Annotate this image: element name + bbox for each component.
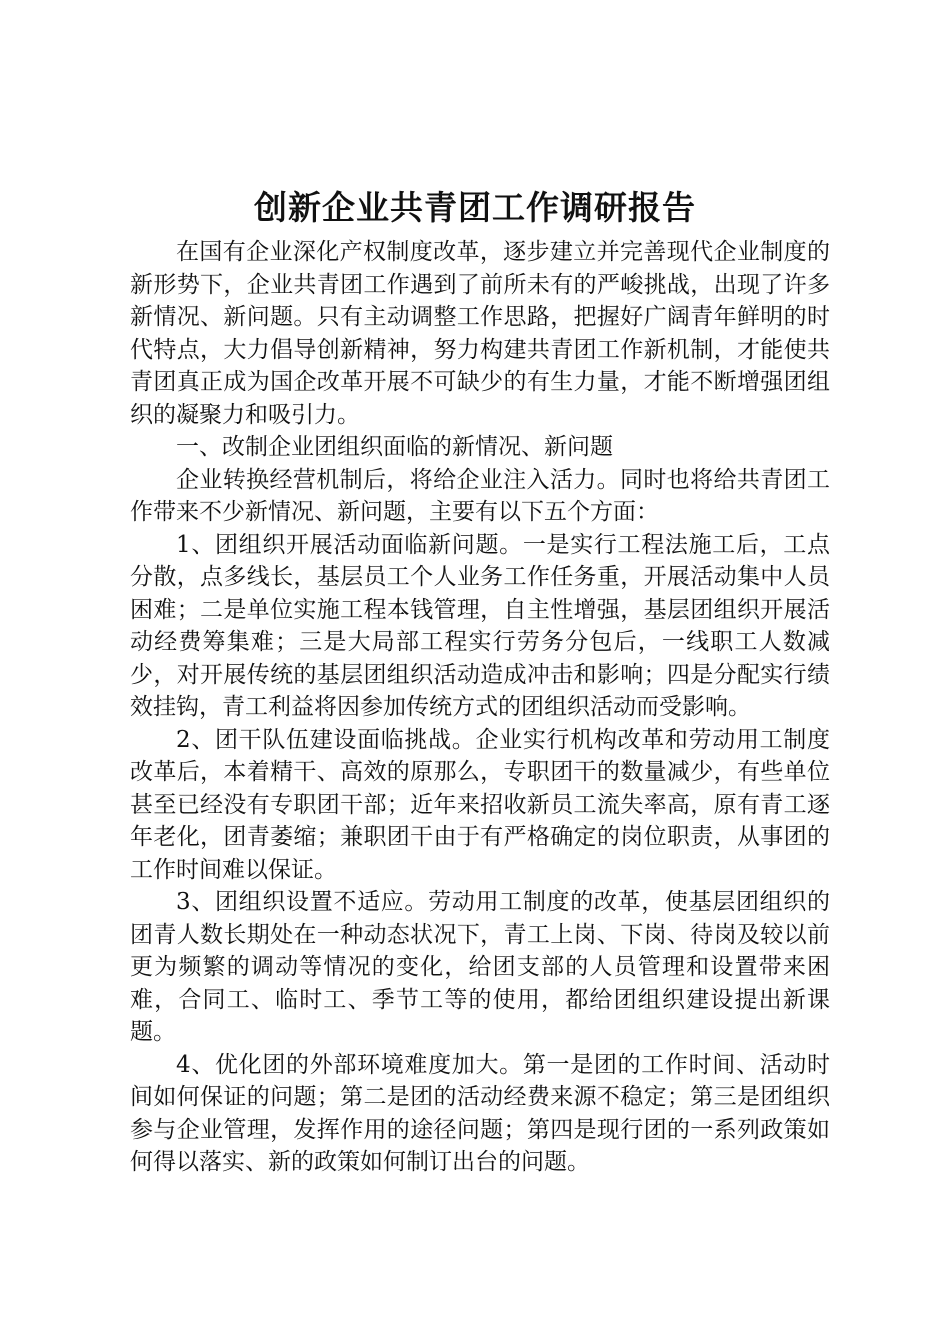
paragraph-overview: 企业转换经营机制后，将给企业注入活力。同时也将给共青团工作带来不少新情况、新问题，主要有以下五个方面： bbox=[130, 466, 830, 525]
paragraph-point-1: 1、团组织开展活动面临新问题。一是实行工程法施工后，工点分散，点多线长，基层员工个人业务工作任务重，开展活动集中人员困难；二是单位实施工程本钱管理，自主性增强，基层团组织开展活动经费筹集难；三是大局部工程实行劳务分包后，一线职工人数减少，对开展传统的基层团组织活动造成冲击和影响；四是分配实行绩效挂钩，青工利益将因参加传统方式的团组织活动而受影响。 bbox=[130, 531, 830, 720]
paragraph-point-3: 3、团组织设置不适应。劳动用工制度的改革，使基层团组织的团青人数长期处在一种动态状况下，青工上岗、下岗、待岗及较以前更为频繁的调动等情况的变化，给团支部的人员管理和设置带来困难，合同工、临时工、季节工等的使用，都给团组织建设提出新课题。 bbox=[130, 889, 830, 1045]
document-title: 创新企业共青团工作调研报告 bbox=[254, 188, 696, 227]
paragraph-point-4: 4、优化团的外部环境难度加大。第一是团的工作时间、活动时间如何保证的问题；第二是团的活动经费来源不稳定；第三是团组织参与企业管理，发挥作用的途径问题；第四是现行团的一系列政策如何得以落实、新的政策如何制订出台的问题。 bbox=[130, 1051, 830, 1175]
paragraph-point-2: 2、团干队伍建设面临挑战。企业实行机构改革和劳动用工制度改革后，本着精干、高效的原那么，专职团干的数量减少，有些单位甚至已经没有专职团干部；近年来招收新员工流失率高，原有青工逐年老化，团青萎缩；兼职团干由于有严格确定的岗位职责，从事团的工作时间难以保证。 bbox=[130, 726, 830, 883]
document-body bbox=[130, 236, 830, 1179]
paragraph-intro: 在国有企业深化产权制度改革，逐步建立并完善现代企业制度的新形势下，企业共青团工作遇到了前所未有的严峻挑战，出现了许多新情况、新问题。只有主动调整工作思路，把握好广阔青年鲜明的时代特点，大力倡导创新精神，努力构建共青团工作新机制，才能使共青团真正成为国企改革开展不可缺少的有生力量，才能不断增强团组织的凝聚力和吸引力。 bbox=[130, 239, 830, 428]
section-heading-1: 一、改制企业团组织面临的新情况、新问题 bbox=[176, 434, 613, 460]
